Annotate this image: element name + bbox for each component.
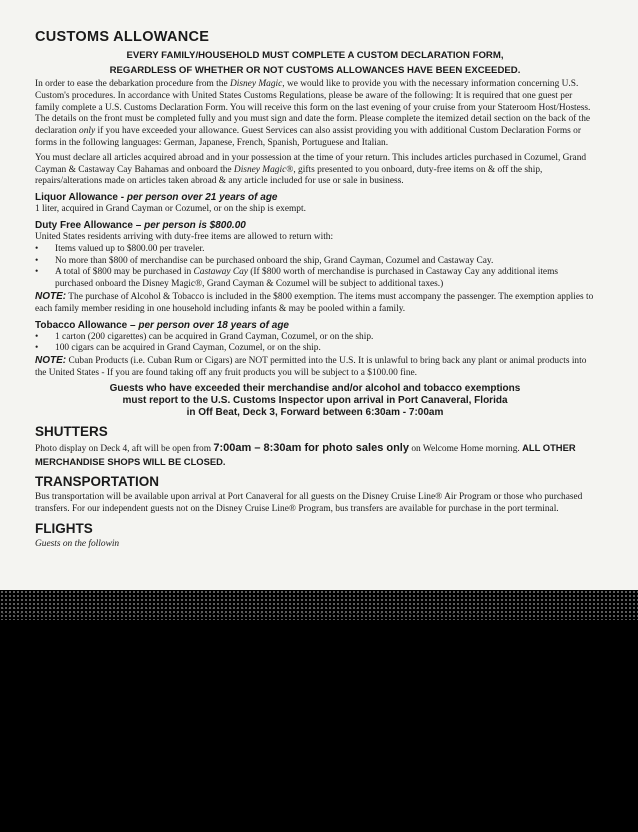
- notice-line: in Off Beat, Deck 3, Forward between 6:30am - 7:00am: [186, 406, 444, 418]
- list-item: [55, 267, 595, 291]
- list-item: • 1 carton (200 cigarettes) can be acquired in Grand Cayman, Cozumel, or on the ship.: [55, 332, 595, 344]
- intro-paragraph-1: [35, 79, 595, 150]
- transportation-title: TRANSPORTATION: [35, 474, 159, 490]
- note-label: NOTE:: [35, 290, 67, 302]
- notice-line-1: EVERY FAMILY/HOUSEHOLD MUST COMPLETE A CUSTOM DECLARATION FORM,: [126, 50, 504, 61]
- note-text: Cuban Products (i.e. Cuban Rum or Cigars) are NOT permitted into the U.S. It is unlawful to bring back any plant or animal products into the United States - If you are found taking off any fruit products you will be subject to a $100.00 fine.: [35, 356, 587, 378]
- note-label: NOTE:: [35, 355, 67, 367]
- text-run: ®, gifts presented to you onboard, duty-free items on & off the ship, repairs/alterations made on articles taken abroad & any article included for use or sale in business.: [35, 164, 543, 187]
- text-run: You must declare all articles acquired abroad and in your possession at the time of your return. This includes articles purchased in Cozumel, Grand Cayman & Castaway Cay Bahamas and onboard the: [35, 152, 587, 175]
- scan-noise: [0, 606, 500, 618]
- text-run: (If $800 worth of merchandise is purchased in Castaway Cay any additional items purchased onboard the Disney Magic®, Grand Cayman & Cozumel will be subject to additional taxes.): [55, 267, 559, 290]
- text-run: , we would like to provide you with the necessary information concerning U.S. Custom's procedures. In accordance with United States Customs Regulations, please be aware of the following: It is required that one guest per family complete a U.S. Customs Declaration Form. You will receive this form on the last evening of your cruise from your Stateroom Host/Hostess. The details on the front must be completed fully and you must sign and date the form. Please complete the itemized detail section on the back of the declaration: [35, 79, 591, 137]
- duty-free-list: [35, 244, 595, 291]
- notice-line: must report to the U.S. Customs Inspector upon arrival in Port Canaveral, Florida: [122, 394, 508, 406]
- heading-text: Liquor Allowance -: [35, 192, 127, 204]
- tobacco-note: [35, 355, 595, 380]
- page-title: CUSTOMS ALLOWANCE: [35, 29, 210, 45]
- duty-free-text: United States residents arriving with duty-free items are allowed to return with:: [35, 231, 334, 242]
- ship-name: Disney Magic: [233, 164, 287, 175]
- emphasis: ALL OTHER MERCHANDISE SHOPS WILL BE CLOSED.: [35, 441, 576, 467]
- intro-paragraph-2: [35, 153, 595, 188]
- emphasis: Castaway Cay: [193, 267, 248, 278]
- note-text: The purchase of Alcohol & Tobacco is included in the $800 exemption. The items must accompany the passenger. The exemption applies to each family member residing in one household including infants & may be pooled within a family.: [35, 291, 594, 314]
- emphasis: 7:00am – 8:30am for photo sales only: [213, 441, 409, 454]
- text-run: A total of $800 may be purchased in: [55, 267, 194, 278]
- list-item: • Items valued up to $800.00 per traveler.: [55, 244, 595, 256]
- heading-text: Tobacco Allowance –: [35, 319, 139, 331]
- liquor-heading: [35, 191, 595, 204]
- document-content: [35, 28, 595, 551]
- tobacco-list: [35, 332, 595, 356]
- list-item: • 100 cigars can be acquired in Grand Cayman, Cozumel, or on the ship.: [55, 343, 595, 355]
- shutters-text: [35, 442, 595, 470]
- heading-emphasis: per person is $800.00: [144, 219, 246, 231]
- shutters-title: SHUTTERS: [35, 423, 108, 439]
- notice-line: Guests who have exceeded their merchandise and/or alcohol and tobacco exemptions: [109, 382, 521, 394]
- list-item: • No more than $800 of merchandise can be purchased onboard the ship, Grand Cayman, Cozumel and Castaway Cay.: [55, 256, 595, 268]
- heading-text: Duty Free Allowance –: [35, 219, 145, 231]
- text-run: Photo display on Deck 4, aft will be open from: [35, 443, 214, 454]
- transportation-text: Bus transportation will be available upon arrival at Port Canaveral for all guests on the Disney Cruise Line® Air Program or those who purchased transfers. For our independent guests not on the Disney Cruise Line® Program, bus transfers are available for purchase in the port terminal.: [35, 492, 583, 515]
- emphasis: only: [79, 126, 96, 137]
- ship-name: Disney Magic: [229, 79, 283, 89]
- text-run: on Welcome Home morning.: [409, 443, 523, 454]
- tobacco-heading: [35, 319, 595, 332]
- notice-line-2: REGARDLESS OF WHETHER OR NOT CUSTOMS ALLOWANCES HAVE BEEN EXCEEDED.: [109, 64, 521, 76]
- liquor-text: 1 liter, acquired in Grand Cayman or Cozumel, or on the ship is exempt.: [35, 204, 306, 215]
- flights-title: FLIGHTS: [35, 520, 93, 536]
- text-run: if you have exceeded your allowance. Guest Services can also assist providing you with additional Custom Declaration Forms or forms in the following languages: German, Japanese, French, Spanish, Portuguese and Italian.: [35, 126, 581, 148]
- duty-free-heading: [35, 219, 595, 232]
- duty-free-note: [35, 291, 595, 316]
- flights-text: Guests on the followin: [35, 538, 120, 549]
- heading-emphasis: per person over 18 years of age: [138, 319, 289, 331]
- heading-emphasis: per person over 21 years of age: [126, 192, 278, 204]
- customs-inspector-notice: [35, 383, 595, 419]
- text-run: In order to ease the debarkation procedure from the: [35, 79, 230, 89]
